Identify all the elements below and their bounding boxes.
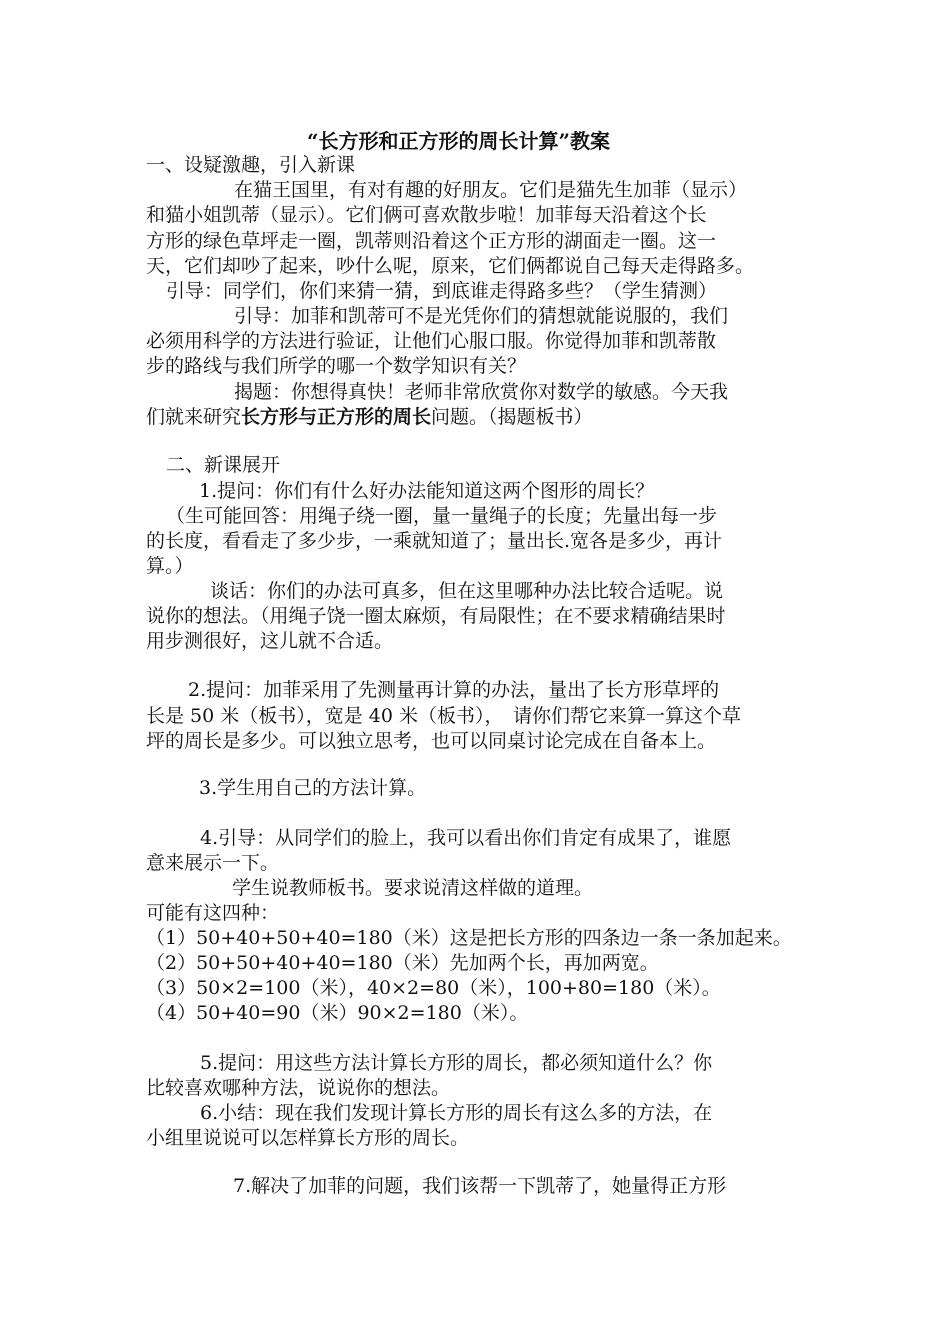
paragraph-line: 意来展示一下。	[146, 852, 280, 874]
paragraph-line: 4.引导：从同学们的脸上，我可以看出你们肯定有成果了，谁愿	[200, 827, 732, 849]
paragraph-line: 7.解决了加菲的问题，我们该帮一下凯蒂了，她量得正方形	[233, 1175, 727, 1197]
document-title: “长方形和正方形的周长计算”教案	[307, 129, 611, 153]
paragraph-line: 长是 50 米（板书），宽是 40 米（板书）， 请你们帮它来算一算这个草	[146, 705, 742, 727]
paragraph-line: 谈话：你们的办法可真多，但在这里哪种办法比较合适呢。说	[210, 580, 724, 602]
paragraph-line: 2.提问：加菲采用了先测量再计算的办法，量出了长方形草坪的	[188, 679, 720, 701]
paragraph-line: 比较喜欢哪种方法，说说你的想法。	[146, 1077, 451, 1099]
paragraph-line: 的长度，看看走了多少步，一乘就知道了；量出长.宽各是多少，再计	[146, 530, 723, 552]
section-heading-2: 二、新课展开	[166, 454, 281, 476]
method-line: （1）50+40+50+40=180（米）这是把长方形的四条边一条一条加起来。	[146, 927, 792, 949]
paragraph-line: 步的路线与我们所学的哪一个数学知识有关？	[146, 355, 527, 377]
reveal-line	[146, 404, 593, 430]
paragraph-line: 引导：加菲和凯蒂可不是光凭你们的猜想就能说服的，我们	[234, 305, 729, 327]
paragraph-line: 可能有这四种：	[146, 902, 280, 924]
paragraph-line: 必须用科学的方法进行验证，让他们心服口服。你觉得加菲和凯蒂散	[146, 330, 717, 352]
paragraph-line: 坪的周长是多少。可以独立思考，也可以同桌讨论完成在自备本上。	[146, 730, 717, 752]
paragraph-line: 说你的想法。（用绳子饶一圈太麻烦，有局限性；在不要求精确结果时	[146, 605, 726, 627]
paragraph-line: 方形的绿色草坪走一圈，凯蒂则沿着这个正方形的湖面走一圈。这一	[146, 230, 717, 252]
paragraph-line: 小组里说说可以怎样算长方形的周长。	[146, 1127, 470, 1149]
paragraph-line: 引导：同学们，你们来猜一猜，到底谁走得路多些？（学生猜测）	[166, 280, 718, 302]
paragraph-line: 揭题：你想得真快！老师非常欣赏你对数学的敏感。今天我	[234, 381, 729, 403]
paragraph-line: 在猫王国里，有对有趣的好朋友。它们是猫先生加菲（显示）	[234, 179, 748, 201]
paragraph-line: 和猫小姐凯蒂（显示）。它们俩可喜欢散步啦！加菲每天沿着这个长	[146, 204, 707, 226]
reveal-line-bold: 长方形与正方形的周长	[241, 406, 432, 428]
paragraph-line: （生可能回答：用绳子绕一圈，量一量绳子的长度；先量出每一步	[166, 505, 718, 527]
paragraph-line: 算。）	[146, 555, 194, 577]
paragraph-line: 天，它们却吵了起来，吵什么呢，原来，它们俩都说自己每天走得路多。	[146, 255, 755, 277]
method-line: （4）50+40=90（米）90×2=180（米）。	[146, 1002, 529, 1024]
paragraph-line: 3.学生用自己的方法计算。	[199, 777, 427, 799]
method-line: （2）50+50+40+40=180（米）先加两个长，再加两宽。	[146, 952, 659, 974]
section-heading-1: 一、设疑激趣，引入新课	[146, 154, 356, 176]
paragraph-line: 用步测很好，这儿就不合适。	[146, 630, 394, 652]
method-line: （3）50×2=100（米），40×2=80（米），100+80=180（米）。	[146, 977, 721, 999]
reveal-line-after: 问题。（揭题板书）	[431, 406, 593, 428]
paragraph-line: 5.提问：用这些方法计算长方形的周长，都必须知道什么？你	[200, 1052, 713, 1074]
reveal-line-before: 们就来研究	[146, 406, 242, 428]
paragraph-line: 1.提问：你们有什么好办法能知道这两个图形的周长？	[199, 480, 655, 502]
paragraph-line: 6.小结：现在我们发现计算长方形的周长有这么多的方法，在	[200, 1102, 713, 1124]
paragraph-line: 学生说教师板书。要求说清这样做的道理。	[232, 877, 594, 899]
